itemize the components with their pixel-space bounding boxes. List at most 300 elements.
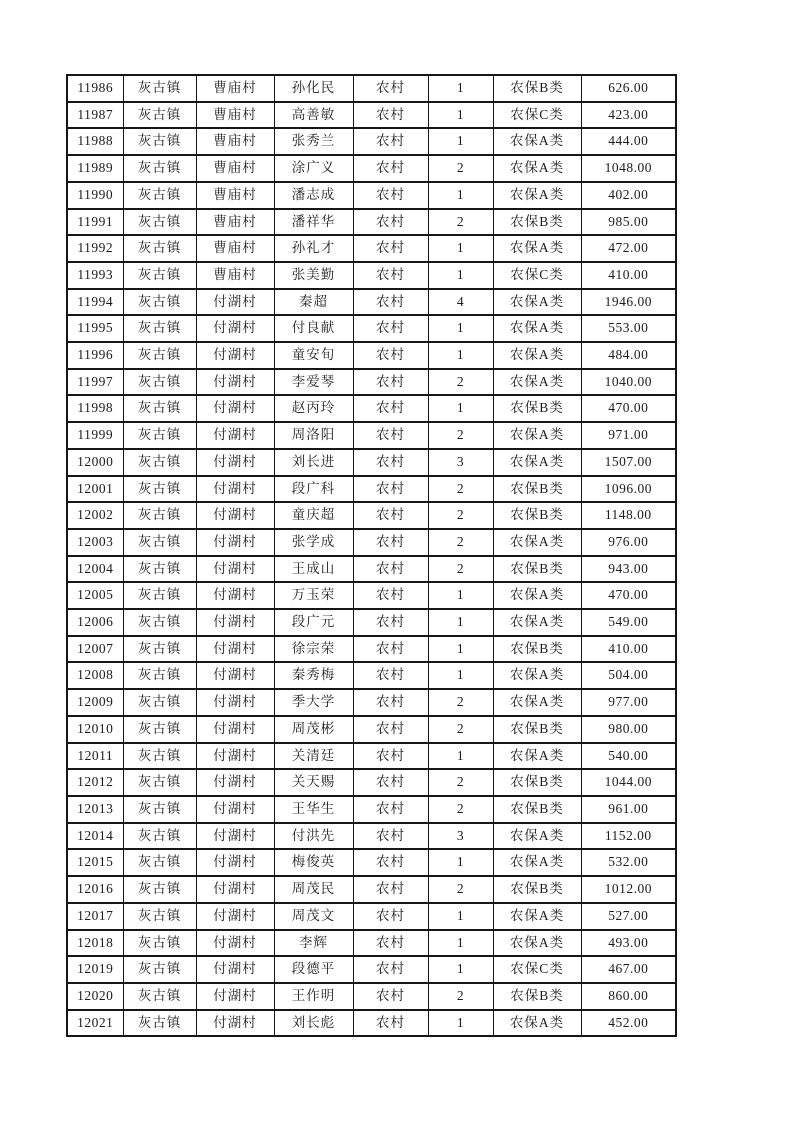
cell-person-name: 张美勤 — [274, 262, 353, 289]
cell-amount: 1044.00 — [581, 769, 676, 796]
cell-town: 灰古镇 — [123, 823, 196, 850]
cell-person-count: 1 — [428, 262, 493, 289]
cell-serial-number: 11991 — [67, 209, 123, 236]
cell-insurance-category: 农保A类 — [493, 369, 581, 396]
cell-insurance-category: 农保A类 — [493, 529, 581, 556]
cell-residence-type: 农村 — [353, 956, 428, 983]
cell-amount: 493.00 — [581, 930, 676, 957]
cell-amount: 860.00 — [581, 983, 676, 1010]
table-row — [67, 102, 676, 129]
cell-town: 灰古镇 — [123, 956, 196, 983]
cell-town: 灰古镇 — [123, 315, 196, 342]
cell-village: 付湖村 — [196, 849, 274, 876]
cell-insurance-category: 农保C类 — [493, 956, 581, 983]
cell-village: 付湖村 — [196, 315, 274, 342]
cell-village: 曹庙村 — [196, 102, 274, 129]
cell-insurance-category: 农保A类 — [493, 1010, 581, 1037]
cell-village: 付湖村 — [196, 1010, 274, 1037]
cell-insurance-category: 农保A类 — [493, 930, 581, 957]
cell-village: 付湖村 — [196, 556, 274, 583]
cell-serial-number: 12003 — [67, 529, 123, 556]
cell-person-name: 张秀兰 — [274, 128, 353, 155]
cell-person-count: 1 — [428, 342, 493, 369]
cell-town: 灰古镇 — [123, 662, 196, 689]
cell-serial-number: 11998 — [67, 395, 123, 422]
cell-person-count: 2 — [428, 689, 493, 716]
cell-person-name: 潘祥华 — [274, 209, 353, 236]
cell-village: 付湖村 — [196, 983, 274, 1010]
cell-residence-type: 农村 — [353, 796, 428, 823]
table-row — [67, 128, 676, 155]
cell-amount: 452.00 — [581, 1010, 676, 1037]
cell-insurance-category: 农保A类 — [493, 342, 581, 369]
table-row — [67, 262, 676, 289]
cell-insurance-category: 农保A类 — [493, 823, 581, 850]
cell-town: 灰古镇 — [123, 609, 196, 636]
cell-serial-number: 12021 — [67, 1010, 123, 1037]
table-row — [67, 876, 676, 903]
table-row — [67, 662, 676, 689]
cell-town: 灰古镇 — [123, 395, 196, 422]
cell-town: 灰古镇 — [123, 796, 196, 823]
cell-serial-number: 12016 — [67, 876, 123, 903]
table-row — [67, 716, 676, 743]
cell-town: 灰古镇 — [123, 182, 196, 209]
cell-person-name: 周茂彬 — [274, 716, 353, 743]
cell-town: 灰古镇 — [123, 556, 196, 583]
cell-amount: 472.00 — [581, 235, 676, 262]
cell-amount: 423.00 — [581, 102, 676, 129]
cell-village: 曹庙村 — [196, 75, 274, 102]
table-row — [67, 689, 676, 716]
cell-person-name: 周洛阳 — [274, 422, 353, 449]
cell-person-name: 关天赐 — [274, 769, 353, 796]
table-row — [67, 182, 676, 209]
table-row — [67, 769, 676, 796]
cell-amount: 470.00 — [581, 395, 676, 422]
cell-serial-number: 12017 — [67, 903, 123, 930]
table-row — [67, 823, 676, 850]
cell-serial-number: 11989 — [67, 155, 123, 182]
cell-amount: 1152.00 — [581, 823, 676, 850]
cell-residence-type: 农村 — [353, 556, 428, 583]
table-row — [67, 75, 676, 102]
table-row — [67, 395, 676, 422]
cell-insurance-category: 农保B类 — [493, 716, 581, 743]
table-row — [67, 983, 676, 1010]
cell-amount: 943.00 — [581, 556, 676, 583]
cell-village: 曹庙村 — [196, 155, 274, 182]
cell-town: 灰古镇 — [123, 262, 196, 289]
cell-person-count: 1 — [428, 235, 493, 262]
cell-amount: 410.00 — [581, 636, 676, 663]
table-row — [67, 502, 676, 529]
table-row — [67, 449, 676, 476]
cell-serial-number: 11997 — [67, 369, 123, 396]
cell-person-count: 1 — [428, 636, 493, 663]
cell-village: 付湖村 — [196, 716, 274, 743]
cell-person-count: 1 — [428, 609, 493, 636]
cell-insurance-category: 农保A类 — [493, 849, 581, 876]
cell-serial-number: 12009 — [67, 689, 123, 716]
cell-residence-type: 农村 — [353, 903, 428, 930]
cell-person-count: 2 — [428, 209, 493, 236]
cell-person-name: 潘志成 — [274, 182, 353, 209]
cell-person-name: 高善敏 — [274, 102, 353, 129]
cell-person-count: 2 — [428, 716, 493, 743]
cell-residence-type: 农村 — [353, 75, 428, 102]
cell-amount: 410.00 — [581, 262, 676, 289]
cell-person-name: 段广科 — [274, 476, 353, 503]
cell-village: 曹庙村 — [196, 262, 274, 289]
cell-village: 付湖村 — [196, 743, 274, 770]
cell-person-count: 2 — [428, 556, 493, 583]
table-row — [67, 743, 676, 770]
cell-village: 付湖村 — [196, 823, 274, 850]
cell-village: 付湖村 — [196, 956, 274, 983]
cell-amount: 402.00 — [581, 182, 676, 209]
cell-person-name: 刘长进 — [274, 449, 353, 476]
cell-serial-number: 12015 — [67, 849, 123, 876]
cell-residence-type: 农村 — [353, 262, 428, 289]
cell-amount: 527.00 — [581, 903, 676, 930]
cell-person-count: 2 — [428, 796, 493, 823]
cell-person-count: 4 — [428, 289, 493, 316]
cell-serial-number: 12012 — [67, 769, 123, 796]
cell-residence-type: 农村 — [353, 582, 428, 609]
cell-town: 灰古镇 — [123, 903, 196, 930]
cell-insurance-category: 农保A类 — [493, 449, 581, 476]
cell-residence-type: 农村 — [353, 689, 428, 716]
cell-village: 曹庙村 — [196, 128, 274, 155]
cell-serial-number: 12001 — [67, 476, 123, 503]
cell-amount: 470.00 — [581, 582, 676, 609]
cell-insurance-category: 农保A类 — [493, 128, 581, 155]
cell-serial-number: 12007 — [67, 636, 123, 663]
cell-insurance-category: 农保A类 — [493, 662, 581, 689]
table-row — [67, 956, 676, 983]
cell-insurance-category: 农保B类 — [493, 395, 581, 422]
cell-amount: 467.00 — [581, 956, 676, 983]
cell-town: 灰古镇 — [123, 476, 196, 503]
cell-serial-number: 11996 — [67, 342, 123, 369]
cell-serial-number: 12004 — [67, 556, 123, 583]
cell-residence-type: 农村 — [353, 636, 428, 663]
cell-village: 付湖村 — [196, 796, 274, 823]
cell-village: 付湖村 — [196, 689, 274, 716]
cell-insurance-category: 农保A类 — [493, 235, 581, 262]
table-row — [67, 476, 676, 503]
cell-residence-type: 农村 — [353, 743, 428, 770]
cell-residence-type: 农村 — [353, 102, 428, 129]
cell-amount: 980.00 — [581, 716, 676, 743]
cell-amount: 1040.00 — [581, 369, 676, 396]
table-row — [67, 209, 676, 236]
cell-person-count: 1 — [428, 102, 493, 129]
cell-village: 付湖村 — [196, 930, 274, 957]
cell-person-name: 季大学 — [274, 689, 353, 716]
cell-insurance-category: 农保C类 — [493, 262, 581, 289]
table-row — [67, 556, 676, 583]
cell-serial-number: 12000 — [67, 449, 123, 476]
cell-town: 灰古镇 — [123, 582, 196, 609]
cell-person-count: 2 — [428, 876, 493, 903]
cell-person-count: 1 — [428, 582, 493, 609]
table-row — [67, 636, 676, 663]
cell-village: 付湖村 — [196, 582, 274, 609]
table-row — [67, 315, 676, 342]
cell-person-count: 1 — [428, 903, 493, 930]
cell-town: 灰古镇 — [123, 235, 196, 262]
cell-insurance-category: 农保B类 — [493, 476, 581, 503]
table-row — [67, 369, 676, 396]
cell-town: 灰古镇 — [123, 75, 196, 102]
cell-town: 灰古镇 — [123, 209, 196, 236]
table-row — [67, 422, 676, 449]
cell-person-name: 孙化民 — [274, 75, 353, 102]
cell-town: 灰古镇 — [123, 342, 196, 369]
cell-person-count: 2 — [428, 983, 493, 1010]
cell-person-name: 周茂民 — [274, 876, 353, 903]
cell-insurance-category: 农保B类 — [493, 636, 581, 663]
cell-insurance-category: 农保A类 — [493, 689, 581, 716]
cell-residence-type: 农村 — [353, 983, 428, 1010]
cell-person-count: 1 — [428, 75, 493, 102]
cell-village: 曹庙村 — [196, 235, 274, 262]
cell-serial-number: 11995 — [67, 315, 123, 342]
cell-serial-number: 12005 — [67, 582, 123, 609]
cell-amount: 1048.00 — [581, 155, 676, 182]
cell-person-name: 李辉 — [274, 930, 353, 957]
cell-insurance-category: 农保A类 — [493, 182, 581, 209]
cell-serial-number: 11987 — [67, 102, 123, 129]
cell-town: 灰古镇 — [123, 716, 196, 743]
cell-person-count: 2 — [428, 155, 493, 182]
cell-insurance-category: 农保C类 — [493, 102, 581, 129]
cell-serial-number: 11988 — [67, 128, 123, 155]
cell-amount: 553.00 — [581, 315, 676, 342]
cell-insurance-category: 农保B类 — [493, 876, 581, 903]
cell-person-count: 1 — [428, 930, 493, 957]
cell-amount: 540.00 — [581, 743, 676, 770]
table-row — [67, 903, 676, 930]
cell-amount: 532.00 — [581, 849, 676, 876]
cell-amount: 1012.00 — [581, 876, 676, 903]
cell-amount: 1946.00 — [581, 289, 676, 316]
cell-person-name: 涂广义 — [274, 155, 353, 182]
cell-residence-type: 农村 — [353, 876, 428, 903]
cell-serial-number: 11994 — [67, 289, 123, 316]
cell-town: 灰古镇 — [123, 155, 196, 182]
cell-insurance-category: 农保A类 — [493, 155, 581, 182]
cell-person-name: 刘长彪 — [274, 1010, 353, 1037]
cell-residence-type: 农村 — [353, 369, 428, 396]
cell-insurance-category: 农保B类 — [493, 983, 581, 1010]
cell-person-name: 段德平 — [274, 956, 353, 983]
cell-serial-number: 12002 — [67, 502, 123, 529]
cell-village: 付湖村 — [196, 903, 274, 930]
cell-residence-type: 农村 — [353, 342, 428, 369]
cell-residence-type: 农村 — [353, 930, 428, 957]
table-row — [67, 582, 676, 609]
cell-person-count: 2 — [428, 422, 493, 449]
cell-residence-type: 农村 — [353, 209, 428, 236]
cell-insurance-category: 农保A类 — [493, 903, 581, 930]
cell-person-count: 2 — [428, 369, 493, 396]
cell-person-count: 1 — [428, 743, 493, 770]
cell-person-name: 段广元 — [274, 609, 353, 636]
cell-serial-number: 11999 — [67, 422, 123, 449]
cell-town: 灰古镇 — [123, 689, 196, 716]
cell-village: 付湖村 — [196, 636, 274, 663]
table-row — [67, 529, 676, 556]
cell-serial-number: 12011 — [67, 743, 123, 770]
cell-amount: 1148.00 — [581, 502, 676, 529]
cell-village: 曹庙村 — [196, 182, 274, 209]
cell-residence-type: 农村 — [353, 128, 428, 155]
cell-person-count: 1 — [428, 182, 493, 209]
cell-serial-number: 11990 — [67, 182, 123, 209]
cell-amount: 626.00 — [581, 75, 676, 102]
cell-person-count: 1 — [428, 662, 493, 689]
cell-insurance-category: 农保A类 — [493, 422, 581, 449]
cell-town: 灰古镇 — [123, 849, 196, 876]
cell-serial-number: 11992 — [67, 235, 123, 262]
cell-person-name: 童庆超 — [274, 502, 353, 529]
cell-residence-type: 农村 — [353, 449, 428, 476]
cell-residence-type: 农村 — [353, 823, 428, 850]
cell-residence-type: 农村 — [353, 769, 428, 796]
cell-person-count: 1 — [428, 395, 493, 422]
cell-town: 灰古镇 — [123, 743, 196, 770]
cell-residence-type: 农村 — [353, 1010, 428, 1037]
cell-serial-number: 12020 — [67, 983, 123, 1010]
cell-village: 付湖村 — [196, 529, 274, 556]
cell-amount: 985.00 — [581, 209, 676, 236]
cell-residence-type: 农村 — [353, 235, 428, 262]
cell-residence-type: 农村 — [353, 609, 428, 636]
cell-amount: 1096.00 — [581, 476, 676, 503]
cell-person-count: 1 — [428, 849, 493, 876]
cell-residence-type: 农村 — [353, 422, 428, 449]
cell-town: 灰古镇 — [123, 502, 196, 529]
cell-amount: 977.00 — [581, 689, 676, 716]
cell-amount: 484.00 — [581, 342, 676, 369]
cell-insurance-category: 农保B类 — [493, 769, 581, 796]
cell-person-count: 2 — [428, 769, 493, 796]
cell-village: 付湖村 — [196, 289, 274, 316]
cell-person-count: 1 — [428, 1010, 493, 1037]
cell-village: 付湖村 — [196, 395, 274, 422]
cell-serial-number: 12014 — [67, 823, 123, 850]
cell-amount: 504.00 — [581, 662, 676, 689]
cell-amount: 961.00 — [581, 796, 676, 823]
cell-person-count: 1 — [428, 956, 493, 983]
cell-village: 付湖村 — [196, 369, 274, 396]
cell-town: 灰古镇 — [123, 636, 196, 663]
cell-town: 灰古镇 — [123, 983, 196, 1010]
cell-village: 付湖村 — [196, 876, 274, 903]
cell-person-name: 秦秀梅 — [274, 662, 353, 689]
cell-town: 灰古镇 — [123, 529, 196, 556]
cell-town: 灰古镇 — [123, 930, 196, 957]
cell-person-name: 万玉荣 — [274, 582, 353, 609]
cell-insurance-category: 农保A类 — [493, 609, 581, 636]
cell-residence-type: 农村 — [353, 662, 428, 689]
cell-person-name: 李爱琴 — [274, 369, 353, 396]
cell-insurance-category: 农保B类 — [493, 209, 581, 236]
table-row — [67, 155, 676, 182]
cell-person-name: 孙礼才 — [274, 235, 353, 262]
cell-town: 灰古镇 — [123, 876, 196, 903]
cell-village: 曹庙村 — [196, 209, 274, 236]
cell-person-count: 1 — [428, 315, 493, 342]
table-body — [67, 75, 676, 1036]
cell-person-name: 秦超 — [274, 289, 353, 316]
cell-amount: 971.00 — [581, 422, 676, 449]
cell-residence-type: 农村 — [353, 529, 428, 556]
cell-town: 灰古镇 — [123, 102, 196, 129]
cell-town: 灰古镇 — [123, 128, 196, 155]
table-row — [67, 796, 676, 823]
cell-serial-number: 12018 — [67, 930, 123, 957]
cell-village: 付湖村 — [196, 609, 274, 636]
cell-village: 付湖村 — [196, 342, 274, 369]
insurance-roster-table — [66, 74, 677, 1037]
table-row — [67, 235, 676, 262]
cell-amount: 444.00 — [581, 128, 676, 155]
cell-person-name: 周茂文 — [274, 903, 353, 930]
cell-insurance-category: 农保A类 — [493, 315, 581, 342]
cell-village: 付湖村 — [196, 476, 274, 503]
cell-residence-type: 农村 — [353, 395, 428, 422]
cell-serial-number: 11993 — [67, 262, 123, 289]
table-row — [67, 1010, 676, 1037]
cell-serial-number: 12006 — [67, 609, 123, 636]
table-row — [67, 849, 676, 876]
cell-village: 付湖村 — [196, 502, 274, 529]
cell-insurance-category: 农保A类 — [493, 289, 581, 316]
table-row — [67, 289, 676, 316]
cell-residence-type: 农村 — [353, 716, 428, 743]
cell-person-name: 付洪先 — [274, 823, 353, 850]
cell-person-count: 2 — [428, 502, 493, 529]
cell-person-name: 王华生 — [274, 796, 353, 823]
cell-town: 灰古镇 — [123, 769, 196, 796]
cell-person-name: 付良献 — [274, 315, 353, 342]
cell-residence-type: 农村 — [353, 182, 428, 209]
cell-serial-number: 12010 — [67, 716, 123, 743]
cell-residence-type: 农村 — [353, 155, 428, 182]
cell-person-count: 3 — [428, 823, 493, 850]
cell-person-name: 张学成 — [274, 529, 353, 556]
cell-person-name: 赵丙玲 — [274, 395, 353, 422]
cell-residence-type: 农村 — [353, 849, 428, 876]
cell-insurance-category: 农保B类 — [493, 556, 581, 583]
cell-town: 灰古镇 — [123, 449, 196, 476]
table-row — [67, 342, 676, 369]
cell-serial-number: 12008 — [67, 662, 123, 689]
cell-person-name: 梅俊英 — [274, 849, 353, 876]
cell-residence-type: 农村 — [353, 502, 428, 529]
cell-serial-number: 12019 — [67, 956, 123, 983]
cell-village: 付湖村 — [196, 662, 274, 689]
cell-person-name: 童安旬 — [274, 342, 353, 369]
cell-town: 灰古镇 — [123, 369, 196, 396]
cell-insurance-category: 农保A类 — [493, 743, 581, 770]
cell-insurance-category: 农保B类 — [493, 796, 581, 823]
cell-amount: 976.00 — [581, 529, 676, 556]
